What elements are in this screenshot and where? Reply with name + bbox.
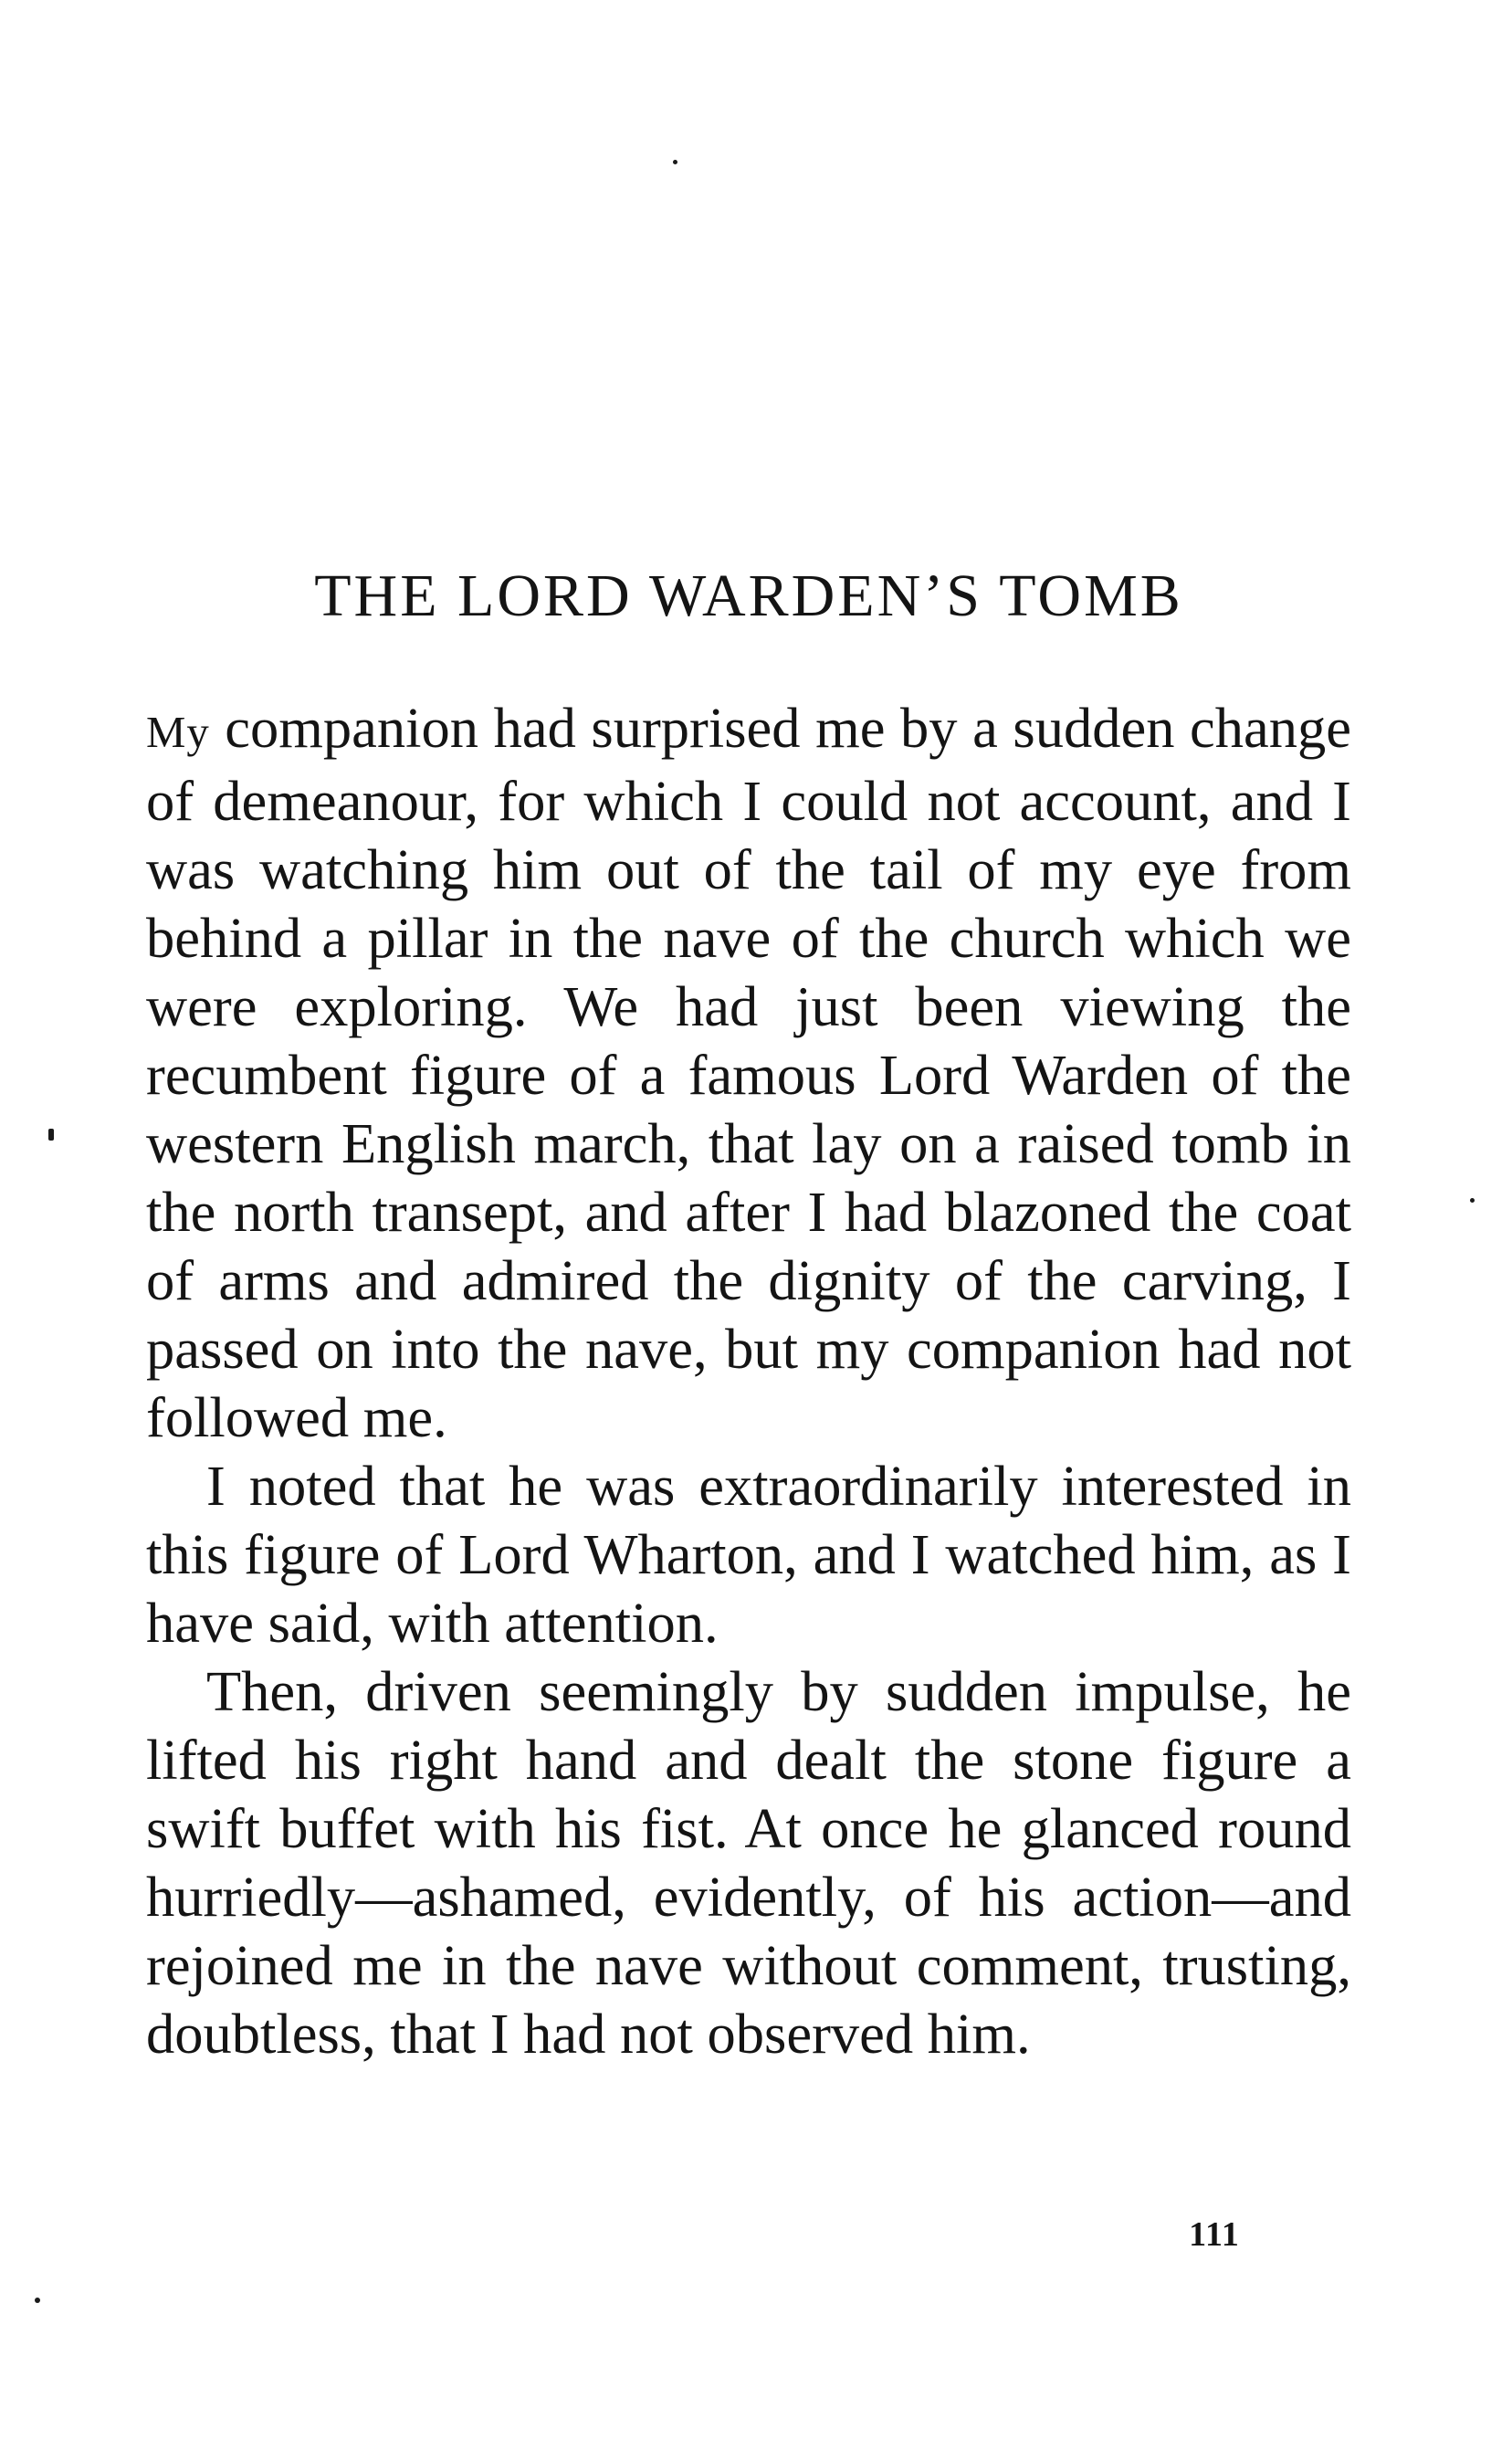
smallcaps-opening-word: My xyxy=(146,708,210,757)
chapter-title: THE LORD WARDEN’S TOMB xyxy=(314,563,1183,629)
scan-speck xyxy=(1470,1198,1475,1203)
paragraph: Then, driven seemingly by sudden impulse, he lifted his right hand and dealt the stone figure a swift buffet with his fist. At once he glanced round hurriedly—ashamed, evidently, of his action—and rejoined me in the nave without comment, trusting, doubtless, that I had not observed him. xyxy=(146,1659,1351,2066)
paragraph xyxy=(146,694,1351,1452)
paragraph: I noted that he was extraordinarily interested in this figure of Lord Wharton, and I watched him, as I have said, with attention. xyxy=(146,1454,1351,1655)
scan-speck xyxy=(48,1129,54,1141)
page-number: 111 xyxy=(1189,2215,1240,2254)
scan-speck xyxy=(35,2298,40,2303)
scan-speck xyxy=(673,160,677,164)
paragraph-text: companion had surprised me by a sudden change of demeanour, for which I could not account, and I was watching him out of the tail of my eye from behind a pillar in the nave of the church which we were exploring. We had just been viewing the recumbent figure of a famous Lord Warden of the western English march, that lay on a raised tomb in the north transept, and after I had blazoned the coat of arms and admired the dignity of the carving, I passed on into the nave, but my companion had not followed me. xyxy=(146,696,1351,1449)
body-text xyxy=(146,694,1351,2068)
